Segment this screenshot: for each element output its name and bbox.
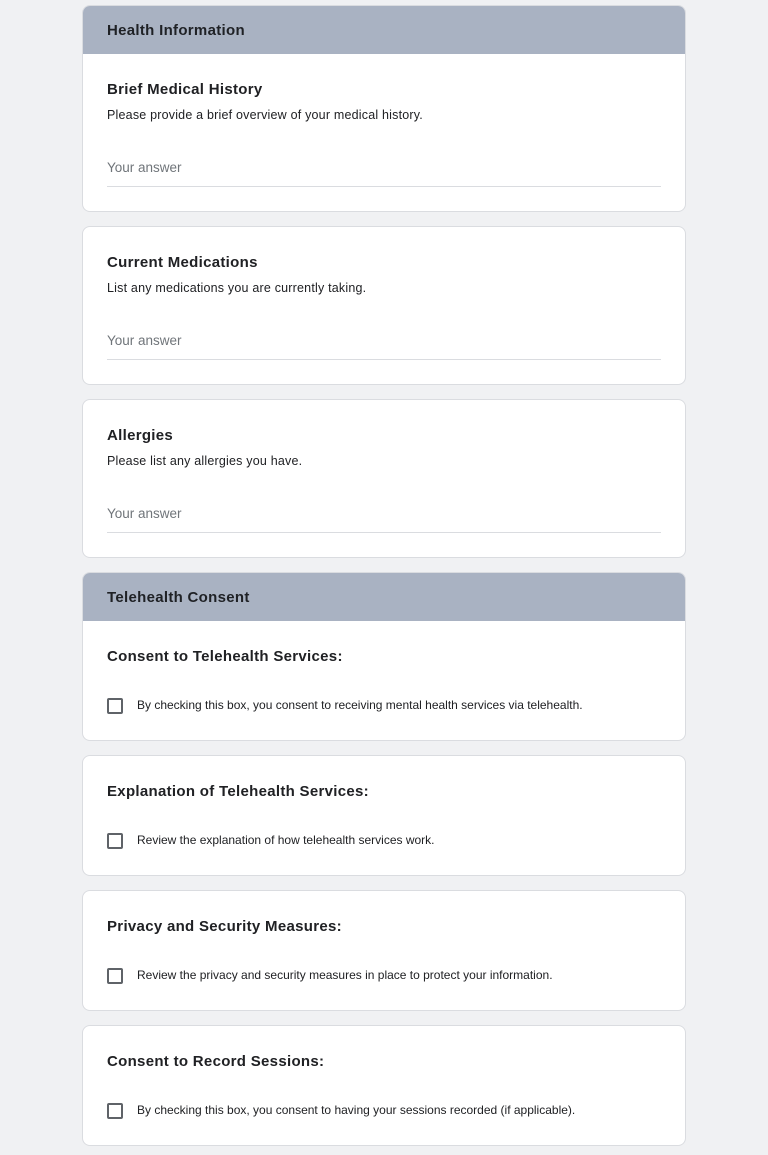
question-card	[82, 890, 686, 1011]
checkbox-label: By checking this box, you consent to receiving mental health services via telehealth.	[137, 698, 583, 712]
checkbox-option[interactable]	[107, 830, 661, 851]
question-card	[83, 54, 685, 211]
checkbox-label: By checking this box, you consent to having your sessions recorded (if applicable).	[137, 1103, 576, 1117]
checkbox-icon[interactable]	[107, 1103, 123, 1119]
question-title: Allergies	[107, 427, 174, 444]
answer-input[interactable]	[107, 156, 661, 187]
checkbox-option[interactable]	[107, 1100, 661, 1121]
question-title: Explanation of Telehealth Services:	[107, 783, 369, 800]
checkbox-option[interactable]	[107, 965, 661, 986]
answer-input[interactable]	[107, 502, 661, 533]
question-title: Brief Medical History	[107, 81, 263, 98]
section-header	[83, 6, 685, 54]
checkbox-icon[interactable]	[107, 698, 123, 714]
question-card	[82, 226, 686, 385]
question-description: List any medications you are currently taking.	[107, 281, 367, 295]
answer-input[interactable]	[107, 329, 661, 360]
question-description: Please provide a brief overview of your medical history.	[107, 108, 423, 122]
question-title: Consent to Record Sessions:	[107, 1053, 325, 1070]
question-title: Consent to Telehealth Services:	[107, 648, 343, 665]
checkbox-icon[interactable]	[107, 833, 123, 849]
answer-field	[107, 502, 661, 533]
checkbox-label: Review the privacy and security measures in place to protect your information.	[137, 968, 553, 982]
question-description: Please list any allergies you have.	[107, 454, 303, 468]
checkbox-option[interactable]	[107, 695, 661, 716]
section-header	[83, 573, 685, 621]
question-title: Privacy and Security Measures:	[107, 918, 342, 935]
question-title: Current Medications	[107, 254, 258, 271]
question-card	[82, 1025, 686, 1146]
section-health-information	[82, 5, 686, 212]
checkbox-label: Review the explanation of how telehealth services work.	[137, 833, 435, 847]
section-title: Telehealth Consent	[107, 588, 250, 606]
section-title: Health Information	[107, 21, 245, 39]
answer-field	[107, 329, 661, 360]
question-card	[82, 755, 686, 876]
form-page	[82, 0, 686, 1146]
question-card	[82, 399, 686, 558]
section-telehealth-consent	[82, 572, 686, 741]
answer-field	[107, 156, 661, 187]
question-card	[83, 621, 685, 740]
checkbox-icon[interactable]	[107, 968, 123, 984]
